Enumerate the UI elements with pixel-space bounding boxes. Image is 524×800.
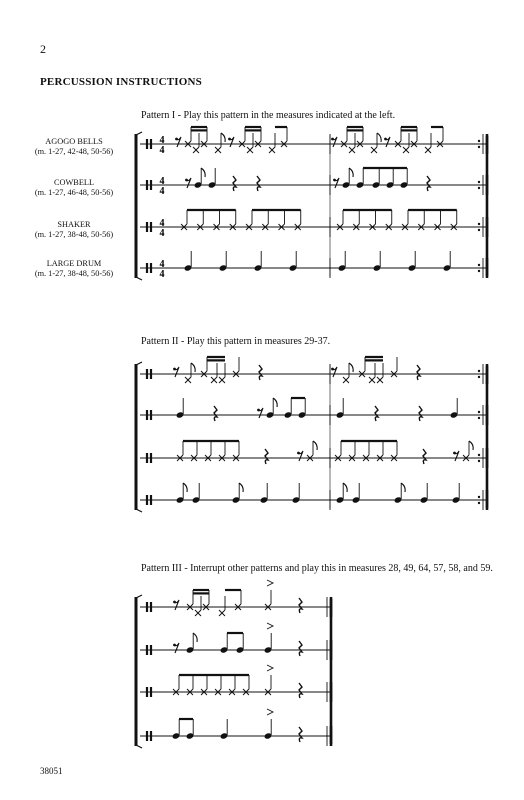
eighth-rest-dot xyxy=(331,368,334,371)
eighth-rest-dot xyxy=(175,138,178,141)
accent xyxy=(267,709,273,715)
pattern-1-caption: Pattern I - Play this pattern in the measures indicated at the left. xyxy=(141,110,396,121)
eighth-rest-dot xyxy=(228,138,231,141)
staff-system-pattern-3 xyxy=(136,580,331,748)
quarter-rest xyxy=(419,406,422,421)
repeat-dot xyxy=(478,496,480,498)
bracket-hook xyxy=(136,745,142,748)
bracket-hook xyxy=(136,132,142,135)
repeat-dot xyxy=(478,140,480,142)
quarter-rest xyxy=(375,406,378,421)
staff-system-pattern-1 xyxy=(136,127,487,280)
quarter-rest xyxy=(299,683,302,698)
time-signature-bottom: 4 xyxy=(159,269,165,280)
instrument-name: SHAKER xyxy=(57,220,91,229)
quarter-rest xyxy=(417,365,420,380)
eighth-rest-dot xyxy=(173,644,176,647)
eighth-rest-dot xyxy=(331,138,334,141)
bracket-hook xyxy=(136,595,142,598)
repeat-dot xyxy=(478,270,480,272)
time-signature-bottom: 4 xyxy=(159,145,165,156)
quarter-rest xyxy=(427,176,430,191)
page-number: 2 xyxy=(40,42,46,56)
repeat-dot xyxy=(478,460,480,462)
eighth-flag xyxy=(377,133,381,142)
eighth-rest-dot xyxy=(173,368,176,371)
repeat-dot xyxy=(478,229,480,231)
eighth-rest-dot xyxy=(333,179,336,182)
time-signature-top: 4 xyxy=(159,135,165,146)
eighth-flag xyxy=(313,441,317,450)
repeat-dot xyxy=(478,187,480,189)
eighth-flag xyxy=(191,363,195,372)
quarter-rest xyxy=(259,365,262,380)
quarter-rest xyxy=(299,641,302,656)
repeat-dot xyxy=(478,370,480,372)
time-signature-top: 4 xyxy=(159,259,165,270)
quarter-rest xyxy=(265,449,268,464)
accent xyxy=(267,623,273,629)
eighth-flag xyxy=(349,363,353,372)
repeat-dot xyxy=(478,181,480,183)
quarter-rest xyxy=(299,598,302,613)
repeat-dot xyxy=(478,502,480,504)
time-signature-top: 4 xyxy=(159,176,165,187)
accent xyxy=(267,580,273,586)
staff-system-pattern-2 xyxy=(136,357,487,512)
eighth-rest-dot xyxy=(173,601,176,604)
quarter-rest xyxy=(299,727,302,742)
repeat-dot xyxy=(478,417,480,419)
instrument-name: COWBELL xyxy=(53,178,95,187)
time-signature-bottom: 4 xyxy=(159,228,165,239)
instrument-measures: (m. 1-27, 38-48, 50-56) xyxy=(34,269,114,278)
bracket-hook xyxy=(136,277,142,280)
eighth-flag xyxy=(221,133,225,142)
section-title: PERCUSSION INSTRUCTIONS xyxy=(40,76,202,88)
accent xyxy=(267,665,273,671)
instrument-measures: (m. 1-27, 46-48, 50-56) xyxy=(34,188,114,197)
instrument-measures: (m. 1-27, 38-48, 50-56) xyxy=(34,230,114,239)
quarter-rest xyxy=(257,176,260,191)
bracket-hook xyxy=(136,509,142,512)
repeat-dot xyxy=(478,146,480,148)
catalog-number: 38051 xyxy=(40,766,63,776)
instrument-name: AGOGO BELLS xyxy=(45,137,103,146)
bracket-hook xyxy=(136,362,142,365)
eighth-rest-dot xyxy=(453,452,456,455)
eighth-rest-dot xyxy=(297,452,300,455)
quarter-rest xyxy=(214,406,217,421)
eighth-rest-dot xyxy=(384,138,387,141)
quarter-rest xyxy=(233,176,236,191)
instrument-name: LARGE DRUM xyxy=(46,259,102,268)
time-signature-top: 4 xyxy=(159,218,165,229)
eighth-flag xyxy=(469,441,473,450)
repeat-dot xyxy=(478,376,480,378)
pattern-2-caption: Pattern II - Play this pattern in measures 29-37. xyxy=(141,336,331,347)
repeat-dot xyxy=(478,454,480,456)
quarter-rest xyxy=(423,449,426,464)
repeat-dot xyxy=(478,264,480,266)
repeat-dot xyxy=(478,411,480,413)
pattern-3-caption: Pattern III - Interrupt other patterns and play this in measures 28, 49, 64, 57, 58, and 59. xyxy=(141,563,493,574)
time-signature-bottom: 4 xyxy=(159,186,165,197)
eighth-rest-dot xyxy=(257,409,260,412)
repeat-dot xyxy=(478,223,480,225)
instrument-measures: (m. 1-27, 42-48, 50-56) xyxy=(34,147,114,156)
eighth-rest-dot xyxy=(185,179,188,182)
